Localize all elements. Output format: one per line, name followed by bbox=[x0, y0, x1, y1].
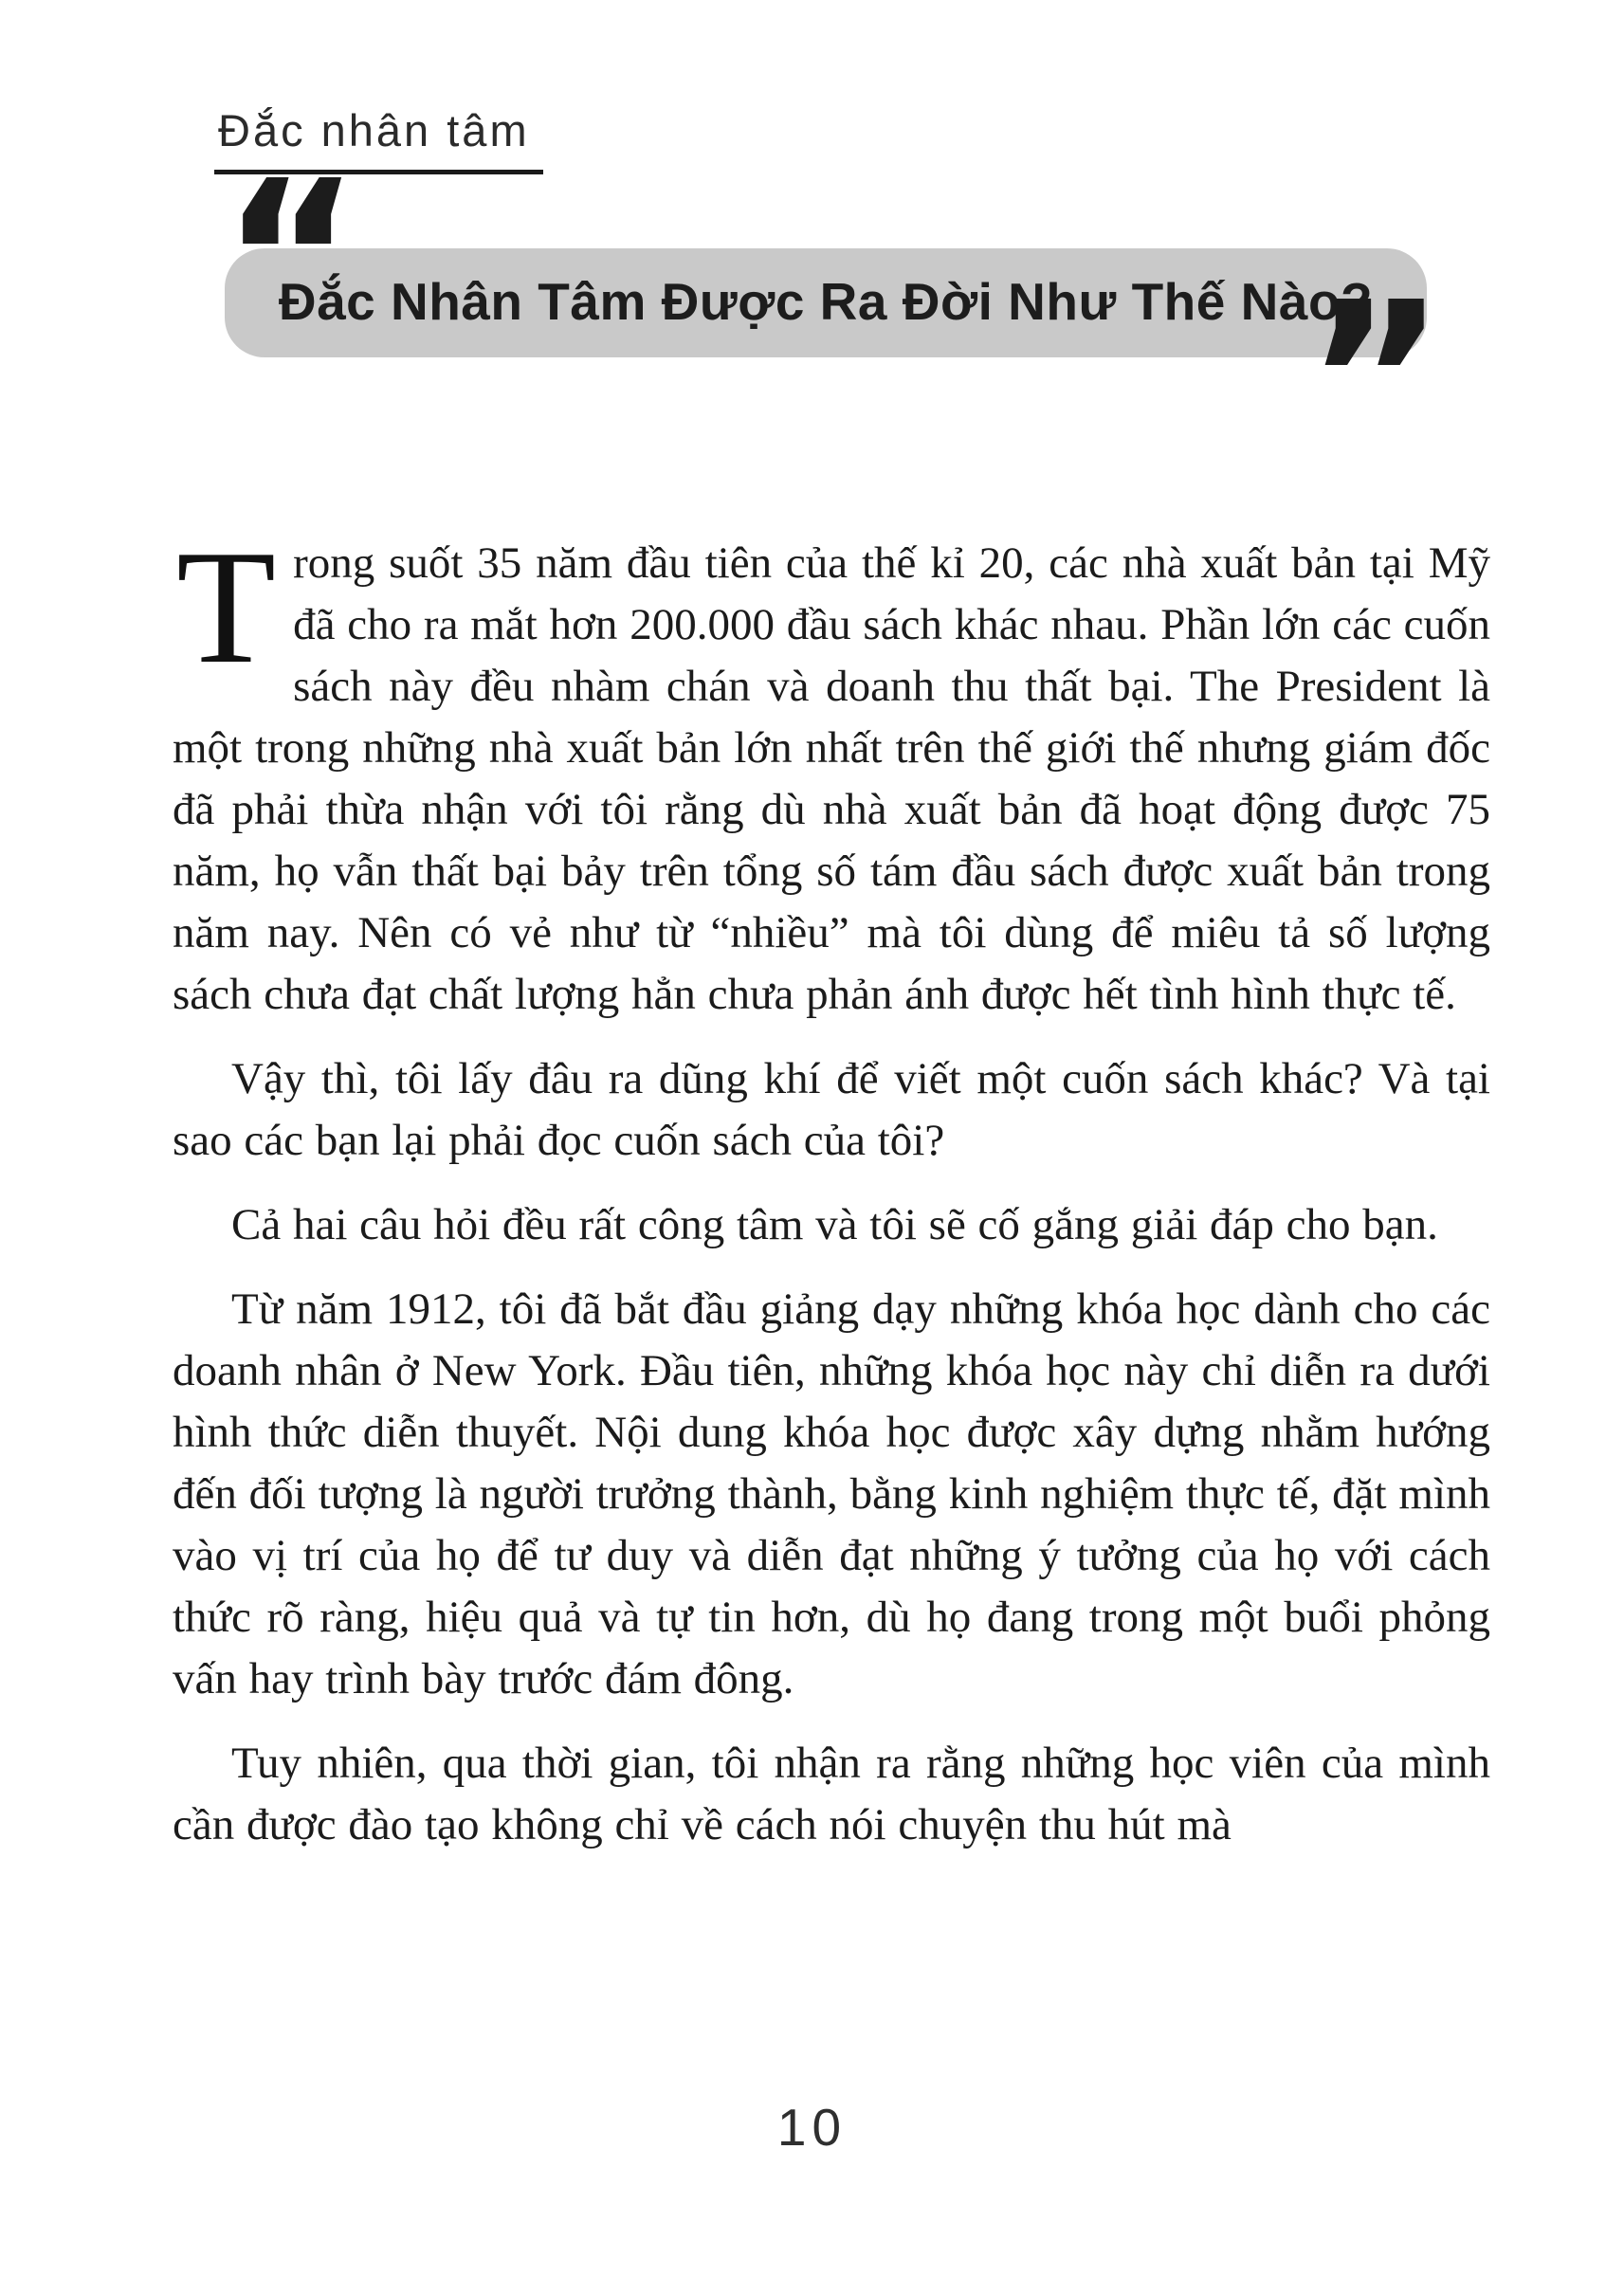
paragraph-5: Tuy nhiên, qua thời gian, tôi nhận ra rằng những học viên của mình cần được đào tạo không chỉ về cách nói chuyện thu hút mà bbox=[173, 1739, 1490, 1849]
page-number: 10 bbox=[776, 2098, 848, 2157]
chapter-title: Đắc Nhân Tâm Được Ra Đời Như Thế Nào? bbox=[278, 271, 1374, 331]
paragraph-3: Cả hai câu hỏi đều rất công tâm và tôi sẽ cố gắng giải đáp cho bạn. bbox=[231, 1200, 1438, 1249]
paragraph-1: Trong suốt 35 năm đầu tiên của thế kỉ 20, các nhà xuất bản tại Mỹ đã cho ra mắt hơn 200.000 đầu sách khác nhau. Phần lớn các cuốn sách này đều nhàm chán và doanh thu thất bại. The President là một trong những nhà xuất bản lớn nhất trên thế giới thế nhưng giám đốc đã phải thừa nhận với tôi rằng dù nhà xuất bản đã hoạt động được 75 năm, họ vẫn thất bại bảy trên tổng số tám đầu sách được xuất bản trong năm nay. Nên có vẻ như từ “nhiều” mà tôi dùng để miêu tả số lượng sách chưa đạt chất lượng hẳn chưa phản ánh được hết tình hình thực tế. bbox=[173, 518, 1490, 1019]
body-text bbox=[173, 518, 1490, 1856]
paragraph-2: Vậy thì, tôi lấy đâu ra dũng khí để viết một cuốn sách khác? Và tại sao các bạn lại phải đọc cuốn sách của tôi? bbox=[173, 1054, 1490, 1165]
close-quote-icon: ” bbox=[1305, 257, 1446, 505]
chapter-title-banner bbox=[221, 136, 1446, 505]
paragraph-4: Từ năm 1912, tôi đã bắt đầu giảng dạy những khóa học dành cho các doanh nhân ở New York. Đầu tiên, những khóa học này chỉ diễn ra dưới hình thức diễn thuyết. Nội dung khóa học được xây dựng nhằm hướng đến đối tượng là người trưởng thành, bằng kinh nghiệm thực tế, đặt mình vào vị trí của họ để tư duy và diễn đạt những ý tưởng của họ với cách thức rõ ràng, hiệu quả và tự tin hơn, dù họ đang trong một buổi phỏng vấn hay trình bày trước đám đông. bbox=[173, 1284, 1490, 1703]
open-quote-icon: “ bbox=[221, 136, 361, 384]
running-header: Đắc nhân tâm bbox=[214, 104, 543, 174]
